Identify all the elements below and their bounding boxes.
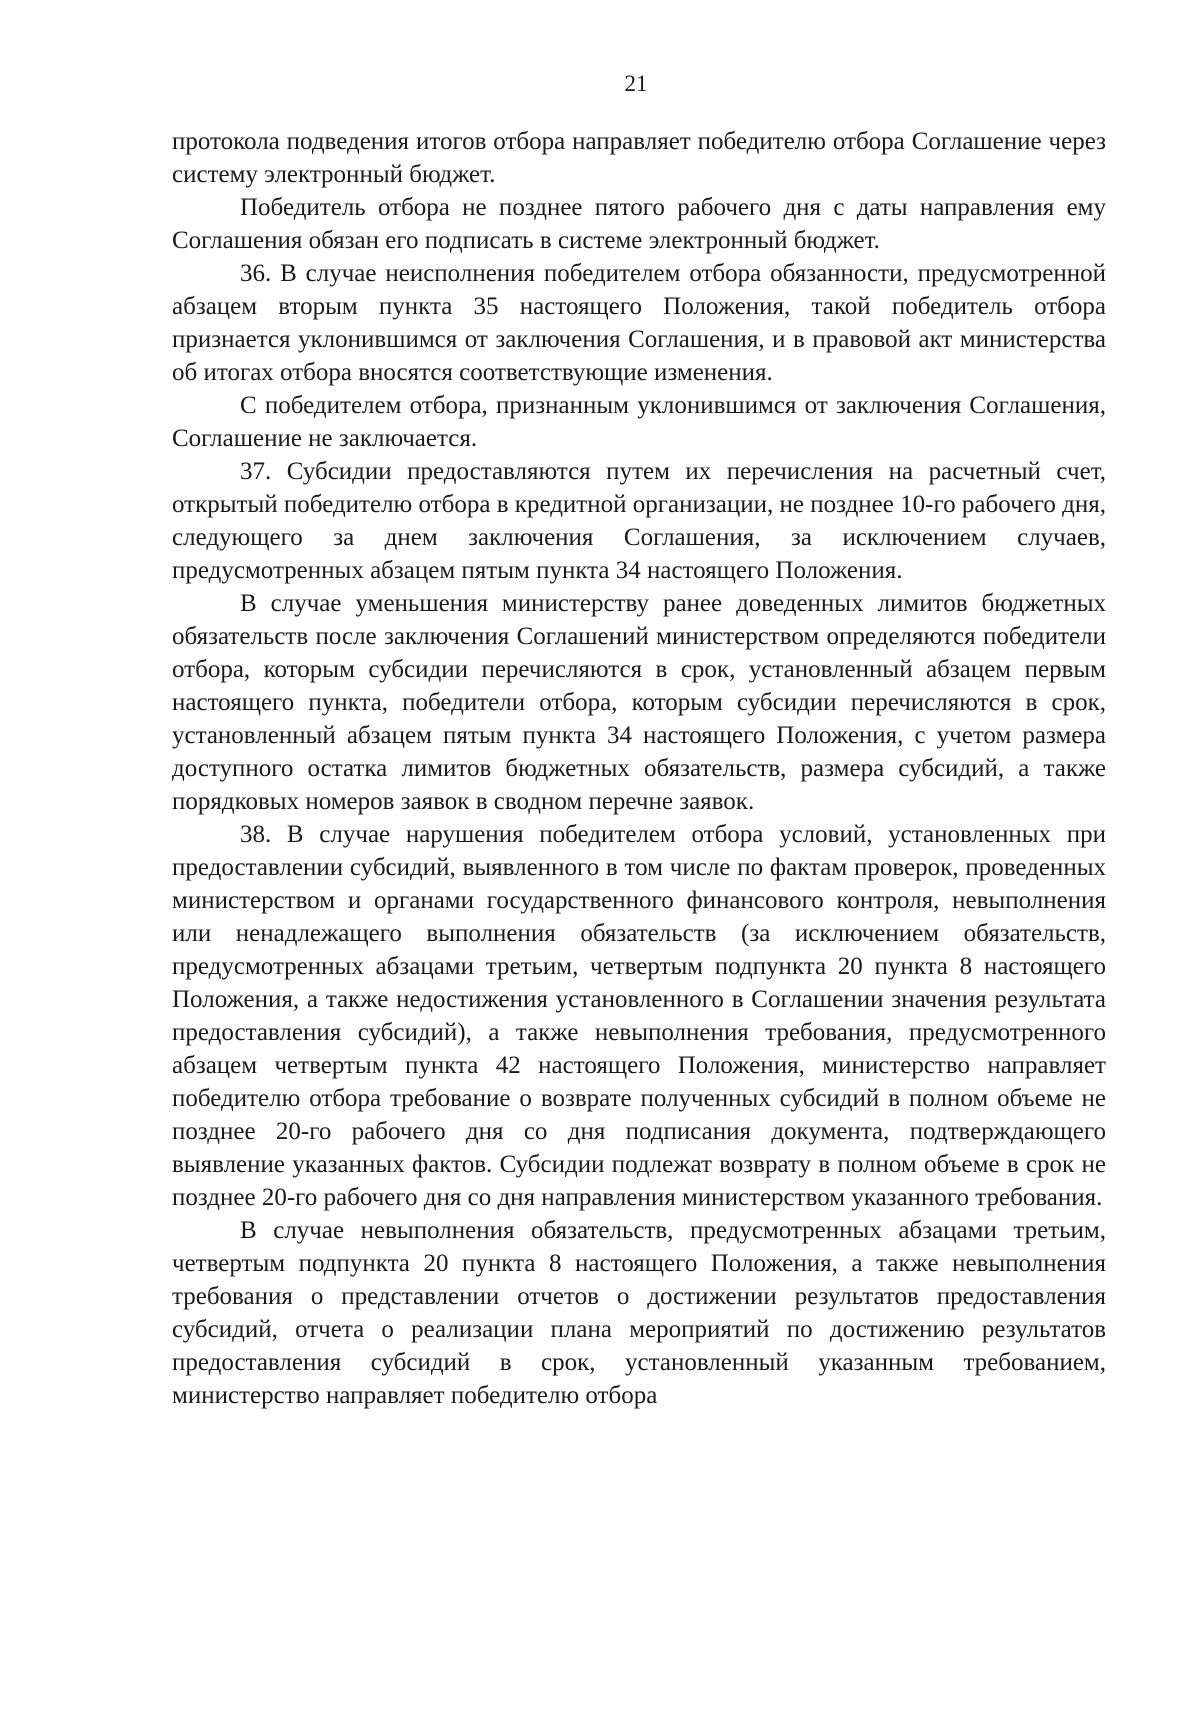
paragraph-item-36: 36. В случае неисполнения победителем отбора обязанности, предусмотренной абзацем вторым пункта 35 настоящего Положения, такой победитель отбора признается уклонившимся от заключения Соглашения, и в правовой акт министерства об итогах отбора вносятся соответствующие изменения. [172, 260, 1106, 386]
paragraph-signing-deadline: Победитель отбора не позднее пятого рабочего дня с даты направления ему Соглашения обязан его подписать в системе электронный бюджет. [172, 194, 1106, 254]
paragraph-item-37: 37. Субсидии предоставляются путем их перечисления на расчетный счет, открытый победителю отбора в кредитной организации, не позднее 10-го рабочего дня, следующего за днем заключения Соглашения, за исключением случаев, предусмотренных абзацем пятым пункта 34 настоящего Положения. [172, 458, 1106, 584]
paragraph-non-fulfillment: В случае невыполнения обязательств, предусмотренных абзацами третьим, четвертым подпункта 20 пункта 8 настоящего Положения, а также невыполнения требования о представлении отчетов о достижении результатов предоставления субсидий, отчета о реализации плана мероприятий по достижению результатов предоставления субсидий в срок, установленный указанным требованием, министерство направляет победителю отбора [172, 1217, 1106, 1409]
paragraph-continuation: протокола подведения итогов отбора направляет победителю отбора Соглашение через систему электронный бюджет. [172, 128, 1106, 188]
paragraph-limits-reduction: В случае уменьшения министерству ранее доведенных лимитов бюджетных обязательств после заключения Соглашений министерством определяются победители отбора, которым субсидии перечисляются в срок, установленный абзацем первым настоящего пункта, победители отбора, которым субсидии перечисляются в срок, установленный абзацем пятым пункта 34 настоящего Положения, с учетом размера доступного остатка лимитов бюджетных обязательств, размера субсидий, а также порядковых номеров заявок в сводном перечне заявок. [172, 590, 1106, 815]
paragraph-item-38: 38. В случае нарушения победителем отбора условий, установленных при предоставлении субсидий, выявленного в том числе по фактам проверок, проведенных министерством и органами государственного финансового контроля, невыполнения или ненадлежащего выполнения обязательств (за исключением обязательств, предусмотренных абзацами третьим, четвертым подпункта 20 пункта 8 настоящего Положения, а также недостижения установленного в Соглашении значения результата предоставления субсидий), а также невыполнения требования, предусмотренного абзацем четвертым пункта 42 настоящего Положения, министерство направляет победителю отбора требование о возврате полученных субсидий в полном объеме не позднее 20-го рабочего дня со дня подписания документа, подтверждающего выявление указанных фактов. Субсидии подлежат возврату в полном объеме в срок не позднее 20-го рабочего дня со дня направления министерством указанного требования. [172, 821, 1106, 1211]
paragraph-no-agreement: С победителем отбора, признанным уклонившимся от заключения Соглашения, Соглашение не заключается. [172, 392, 1106, 452]
document-body [172, 125, 1106, 1412]
page-number: 21 [624, 71, 648, 96]
